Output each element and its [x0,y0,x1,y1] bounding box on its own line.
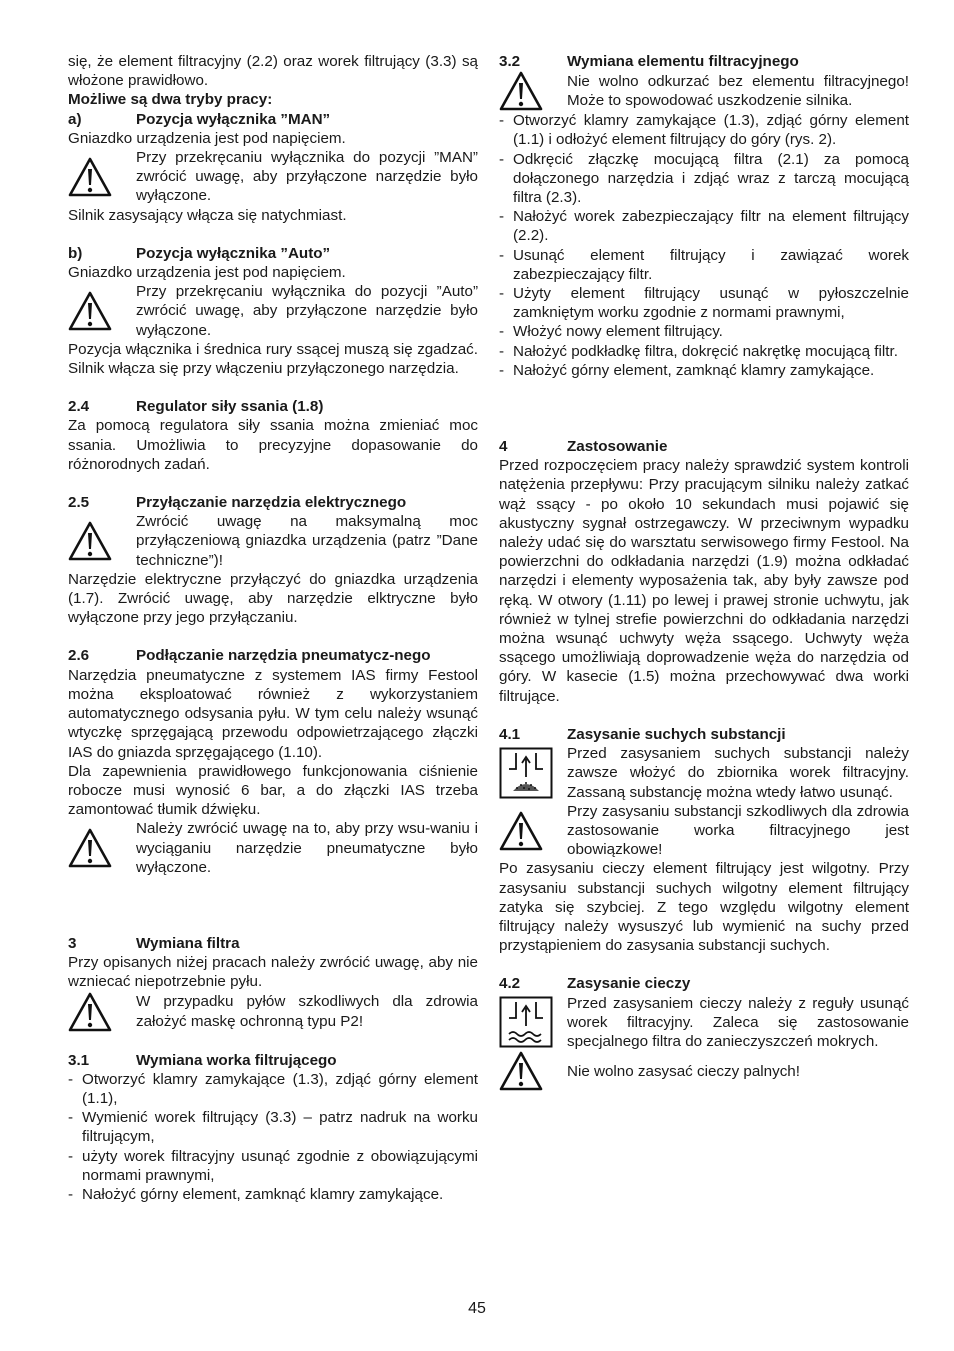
s24-paragraph: Za pomocą regulatora siły ssania można zmieniać moc ssania. Umożliwia to precyzyjne dopasowanie do różnorodnych zadań. [68,417,478,473]
a-warning-note [68,148,478,206]
list-item: - Nałożyć worek zabezpieczający filtr na element filtrujący (2.2). [499,208,909,245]
heading-4 [499,437,909,456]
s3-warning-note [68,992,478,1032]
s4-paragraph: Przed rozpoczęciem pracy należy sprawdzić system kontroli natężenia przepływu: Przy pracującym silniku należy zatkać wąż ssący - po około 10 sekundach musi pojawić się akustyczny sygnał ostrzegawczy. W przeciwnym wypadku należy udać się do warsztatu serwisowego firmy Festool. Na powierzchni do odkładania narzędzi (1.9) można odkładać narzędzi i elementy wyposażenia tak, aby były zawsze pod ręką. W otwory (1.11) po lewej i prawej stronie uchwytu, jak również w tylnej strefie powierzchni do odkładania narzędzi można wsunąć uchwyty węża ssącego. Uchwyty węża ssącego umożliwiają doprowadzenie węża do narzędzia od góry. W kasecie (1.5) można przechowywać dwa worki filtrujące. [499,457,909,705]
list-item: - Otworzyć klamry zamykające (1.3), zdjąć górny element (1.1) i odłożyć element filtrujący do góry (rys. 2). [499,112,909,149]
heading-2-6-number: 2.6 [68,647,90,665]
modes-heading: Możliwe są dwa tryby pracy: [68,91,273,109]
heading-4-1-title: Zasysanie suchych substancji [567,725,786,743]
s32-warning-text: Nie wolno odkurzać bez elementu filtracyjnego! Może to spowodować uszkodzenie silnika. [567,73,909,110]
heading-2-4-number: 2.4 [68,398,90,416]
s3-paragraph: Przy opisanych niżej pracach należy zwrócić uwagę, aby nie wzniecać niepotrzebnie pyłu. [68,954,478,991]
s32-warning-note [499,71,909,111]
s42-warning-text: Nie wolno zasysać cieczy palnych! [567,1062,800,1080]
s26-paragraph-2: Dla zapewnienia prawidłowego funkcjonowania ciśnienie robocze musi wynosić 6 bar, a do złączki IAS trzeba zamontować tłumik dźwięku. [68,762,478,819]
s41-dry-note [499,744,909,802]
list-item-text: Otworzyć klamry zamykające (1.3), zdjąć górny element (1.1), [82,1070,478,1107]
b-warning-text: Przy przekręcaniu wyłącznika do pozycji ”Auto” zwrócić uwagę, aby przyłączone narzędzie było wyłączone. [136,283,478,339]
a-paragraph-1: Gniazdko urządzenia jest pod napięciem. [68,129,346,147]
list-item-text: Usunąć element filtrujący i zawiązać worek zabezpieczający filtr. [513,246,909,283]
heading-4-number: 4 [499,438,508,456]
dry-material-icon [499,747,567,799]
heading-a [68,110,478,129]
s26-warning-text: Należy zwrócić uwagę na to, aby przy wsu-waniu i wyciąganiu narzędzie pneumatyczne było wyłączone. [136,820,478,876]
heading-2-4-title: Regulator siły ssania (1.8) [136,398,324,416]
list-item-text: użyty worek filtracyjny usunąć zgodnie z obowiązującymi normami prawnymi, [82,1147,478,1184]
list-item: - Usunąć element filtrujący i zawiązać worek zabezpieczający filtr. [499,246,909,283]
heading-4-2-number: 4.2 [499,975,521,993]
s41-paragraph: Po zasysaniu cieczy element filtrujący jest wilgotny. Przy zasysaniu substancji suchych wilgotny element filtrujący zatyka się szybciej. Z tego względu wilgotny element filtrujący należy wysuszyć lub wymienić na suchy przed przystąpieniem do zasysania substancji suchych. [499,860,909,955]
b-paragraph-1: Gniazdko urządzenia jest pod napięciem. [68,264,346,282]
s41-warning-text: Przy zasysaniu substancji szkodliwych dla zdrowia zastosowanie worka filtracyjnego jest obowiązkowe! [567,802,909,859]
s25-warning-note [68,512,478,570]
list-item-text: Włożyć nowy element filtrujący. [513,323,723,341]
s26-paragraph-1: Narzędzia pneumatyczne z systemem IAS firmy Festool można eksploatować również z wykorzystaniem automatycznego odsysania pyłu. W tym celu należy wsunąć wtyczkę sprzęgającą przewodu odpowietrzającego złączki IAS do gniazda sprzęgającego (1.10). [68,666,478,761]
list-item-text: Nałożyć worek zabezpieczający filtr na element filtrujący (2.2). [513,208,909,245]
heading-2-4 [68,397,478,416]
heading-3-number: 3 [68,934,77,952]
heading-a-label: a) [68,110,82,128]
heading-4-2-title: Zasysanie cieczy [567,975,691,993]
heading-3-1-title: Wymiana worka filtrującego [136,1051,337,1069]
heading-3-title: Wymiana filtra [136,934,240,952]
s26-warning-note [68,819,478,877]
warning-triangle-icon [68,157,136,197]
warning-triangle-icon [499,1051,567,1091]
warning-triangle-icon [68,291,136,331]
heading-4-2 [499,974,909,993]
heading-2-5-number: 2.5 [68,494,90,512]
list-item: - Wymienić worek filtrujący (3.3) – patrz nadruk na worku filtrującym, [68,1109,478,1146]
heading-3-2-title: Wymiana elementu filtracyjnego [567,53,799,70]
s42-warning-note [499,1051,909,1091]
warning-triangle-icon [499,71,567,111]
list-item: - Odkręcić złączkę mocującą filtra (2.1) za pomocą dołączonego narzędzia i zdjąć wraz z tarczą mocującą filtra (2.3). [499,150,909,207]
list-item-text: Nałożyć górny element, zamknąć klamry zamykające. [82,1185,444,1203]
list-item: - Nałożyć górny element, zamknąć klamry zamykające. [68,1185,478,1204]
heading-b-label: b) [68,244,83,262]
s42-wet-note [499,994,909,1052]
list-item: - Nałożyć górny element, zamknąć klamry zamykające. [499,361,909,380]
intro-paragraph: się, że element filtracyjny (2.2) oraz worek filtrujący (3.3) są włożone prawidłowo. [68,53,478,90]
list-item: - Użyty element filtrujący usunąć w pyłoszczelnie zamkniętym worku zgodnie z normami prawnymi, [499,285,909,322]
left-column [68,52,478,1204]
list-item-text: Otworzyć klamry zamykające (1.3), zdjąć górny element (1.1) i odłożyć element filtrujący do góry (rys. 2). [513,112,909,149]
liquid-icon [499,996,567,1048]
s25-paragraph: Narzędzie elektryczne przyłączyć do gniazdka urządzenia (1.7). Zwrócić uwagę, aby narzędzie elktryczne było wyłączone przy jego przyłączaniu. [68,570,478,627]
b-paragraph-2: Pozycja włącznika i średnica rury ssącej muszą się zgadzać. Silnik włącza się przy włączeniu przyłączonego narzędzia. [68,340,478,378]
heading-b [68,244,478,263]
list-item: - Włożyć nowy element filtrujący. [499,322,909,341]
heading-3-2-number: 3.2 [499,53,521,70]
heading-2-6 [68,646,478,665]
warning-triangle-icon [68,992,136,1032]
list-item: - użyty worek filtracyjny usunąć zgodnie z obowiązującymi normami prawnymi, [68,1147,478,1184]
a-warning-text: Przy przekręcaniu wyłącznika do pozycji ”MAN” zwrócić uwagę, aby przyłączone narzędzie było wyłączone. [136,149,478,205]
heading-3-2 [499,52,909,71]
list-item-text: Odkręcić złączkę mocującą filtra (2.1) za pomocą dołączonego narzędzia i zdjąć wraz z tarczą mocującą filtra (2.3). [513,150,909,207]
right-column [499,52,909,1091]
warning-triangle-icon [68,828,136,868]
heading-a-title: Pozycja wyłącznika ”MAN” [136,110,331,128]
list-item-text: Wymienić worek filtrujący (3.3) – patrz nadruk na worku filtrującym, [82,1109,478,1146]
heading-4-1 [499,725,909,744]
heading-3 [68,934,478,953]
list-item-text: Nałożyć podkładkę filtra, dokręcić nakrętkę mocującą filtr. [513,342,898,360]
heading-3-1 [68,1051,478,1070]
s42-wet-text: Przed zasysaniem cieczy należy z reguły usunąć worek filtracyjny. Zaleca się zastosowanie specjalnego filtra do zanieczyszczeń mokrych. [567,994,909,1050]
list-item-text: Użyty element filtrujący usunąć w pyłoszczelnie zamkniętym worku zgodnie z normami prawnymi, [513,285,909,322]
heading-2-6-title: Podłączanie narzędzia pneumatycz-nego [136,647,431,665]
heading-4-1-number: 4.1 [499,725,521,743]
heading-2-5 [68,493,478,512]
heading-2-5-title: Przyłączanie narzędzia elektrycznego [136,494,407,512]
heading-3-1-number: 3.1 [68,1051,90,1069]
list-item: - Otworzyć klamry zamykające (1.3), zdjąć górny element (1.1), [68,1070,478,1107]
s41-dry-text: Przed zasysaniem suchych substancji należy zawsze włożyć do zbiornika worek filtracyjny. Zassaną substancję można wtedy łatwo usunąć. [567,745,909,801]
heading-4-title: Zastosowanie [567,438,668,456]
s25-warning-text: Zwrócić uwagę na maksymalną moc przyłączeniową gniazdka urządzenia (patrz ”Dane techniczne”)! [136,513,478,569]
list-item-text: Nałożyć górny element, zamknąć klamry zamykające. [513,361,875,379]
warning-triangle-icon [68,521,136,561]
heading-b-title: Pozycja wyłącznika ”Auto” [136,244,331,262]
warning-triangle-icon [499,811,567,851]
s41-warning-note [499,802,909,860]
list-item: - Nałożyć podkładkę filtra, dokręcić nakrętkę mocującą filtr. [499,342,909,361]
s3-warning-text: W przypadku pyłów szkodliwych dla zdrowia założyć maskę ochronną typu P2! [136,993,478,1030]
page-number: 45 [468,1300,486,1317]
a-paragraph-2: Silnik zasysający włącza się natychmiast. [68,206,347,224]
b-warning-note [68,282,478,340]
